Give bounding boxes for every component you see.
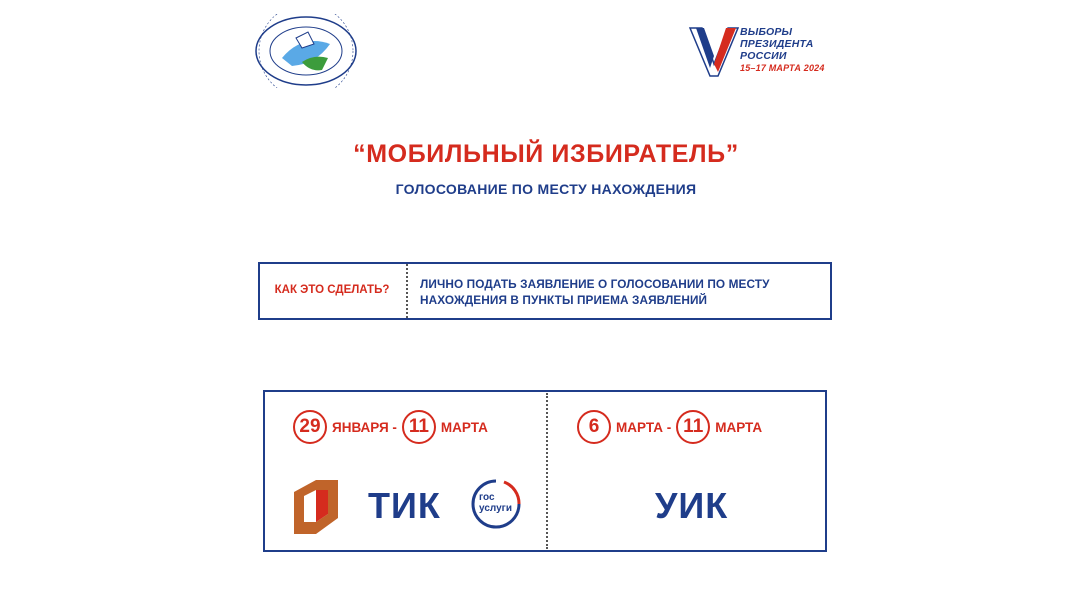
election-dates: 15–17 МАРТА 2024	[740, 63, 825, 73]
tik-label: ТИК	[368, 485, 441, 526]
periods-divider	[546, 393, 548, 549]
left-start-month: ЯНВАРЯ -	[332, 419, 397, 435]
election-line1: ВЫБОРЫ	[740, 26, 793, 38]
page-subtitle: ГОЛОСОВАНИЕ ПО МЕСТУ НАХОЖДЕНИЯ	[395, 181, 697, 197]
page-title: “МОБИЛЬНЫЙ ИЗБИРАТЕЛЬ”	[353, 140, 739, 168]
period-left-dates	[293, 410, 488, 444]
howto-question: КАК ЭТО СДЕЛАТЬ?	[274, 284, 390, 296]
gosuslugi-logo-icon	[470, 478, 522, 530]
right-start-month: МАРТА -	[616, 419, 672, 435]
mfc-logo-icon	[292, 478, 340, 536]
election-line2: ПРЕЗИДЕНТА	[740, 38, 814, 50]
right-start-day: 6	[577, 410, 611, 444]
election-line3: РОССИИ	[740, 50, 787, 62]
left-end-month: МАРТА	[440, 419, 488, 435]
left-end-day: 11	[402, 410, 436, 444]
uik-label: УИК	[655, 485, 729, 526]
cik-sakha-emblem-icon	[252, 14, 360, 88]
howto-divider	[406, 264, 408, 318]
left-start-day: 29	[293, 410, 327, 444]
gos-line1: гос	[479, 492, 495, 503]
howto-answer: ЛИЧНО ПОДАТЬ ЗАЯВЛЕНИЕ О ГОЛОСОВАНИИ ПО МЕСТУ НАХОЖДЕНИЯ В ПУНКТЫ ПРИЕМА ЗАЯВЛЕНИЙ	[420, 277, 770, 307]
election-checkmark-logo-icon	[688, 24, 838, 84]
period-right-dates	[577, 410, 762, 444]
gos-line2: услуги	[479, 503, 512, 514]
right-end-month: МАРТА	[715, 419, 763, 435]
right-end-day: 11	[676, 410, 710, 444]
